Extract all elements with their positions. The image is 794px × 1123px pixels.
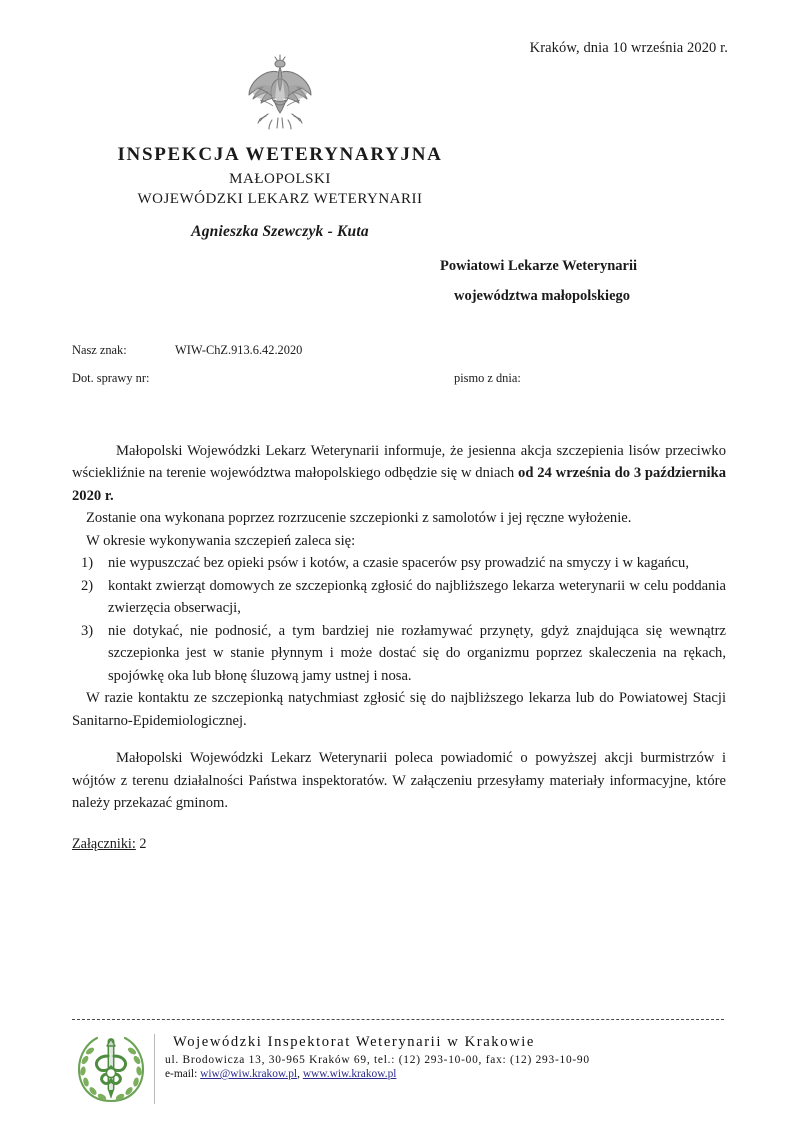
- our-ref-value: WIW-ChZ.913.6.42.2020: [175, 343, 303, 357]
- footer-institution-name: Wojewódzki Inspektorat Weterynarii w Krakowie: [173, 1034, 535, 1050]
- footer-text: [165, 1030, 590, 1080]
- addressee-block: [440, 252, 637, 311]
- polish-eagle-emblem: [244, 52, 316, 138]
- footer-separator: [154, 1034, 155, 1104]
- footer-contact-separator: ,: [297, 1068, 300, 1080]
- letterhead: [0, 143, 560, 242]
- reference-row-case: [72, 371, 728, 399]
- letter-date-label: pismo z dnia:: [454, 371, 521, 385]
- footer-email-link[interactable]: wiw@wiw.krakow.pl: [200, 1068, 298, 1080]
- list-item: nie dotykać, nie podnosić, a tym bardziej nie rozłamywać przynęty, gdyż znajdująca się wewnątrz szczepionka jest w stanie płynnym i może dostać się do organizmu poprzez skaleczenia na rękach, spojówkę oka lub błonę śluzową jamy ustnej i nosa.: [108, 622, 726, 684]
- body-paragraph-1: [72, 440, 726, 507]
- emblem-container: [0, 52, 560, 143]
- attachments-label: Załączniki:: [72, 836, 136, 852]
- footer-website-link[interactable]: www.wiw.krakow.pl: [302, 1068, 397, 1080]
- letterhead-line-3: WOJEWÓDZKI LEKARZ WETERYNARII: [137, 190, 423, 207]
- case-number-label: Dot. sprawy nr:: [72, 371, 150, 385]
- attachments-count: 2: [139, 836, 147, 852]
- letterhead-line-1: INSPEKCJA WETERYNARYJNA: [117, 144, 443, 165]
- footer-contact: [165, 1068, 590, 1080]
- body-paragraph-3: W okresie wykonywania szczepień zaleca się:: [86, 532, 356, 549]
- attachments-line: [72, 836, 146, 853]
- list-item: nie wypuszczać bez opieki psów i kotów, a czasie spacerów psy prowadzić na smyczy i w kagańcu,: [108, 555, 689, 572]
- footer-divider: [72, 1019, 724, 1020]
- body-paragraph-1-text: Małopolski Wojewódzki Lekarz Weterynarii informuje, że jesienna akcja szczepienia lisów przeciwko wściekliźnie na terenie województwa małopolskiego odbędzie się w dniach: [72, 443, 726, 482]
- officer-name: Agnieszka Szewczyk - Kuta: [191, 222, 369, 240]
- veterinary-caduceus-logo: [72, 1030, 150, 1108]
- our-ref-label: Nasz znak:: [72, 343, 127, 357]
- date-line: Kraków, dnia 10 września 2020 r.: [529, 40, 728, 56]
- letterhead-line-2: MAŁOPOLSKI: [229, 171, 331, 188]
- list-item: kontakt zwierząt domowych ze szczepionką zgłosić do najbliższego lekarza weterynarii w celu poddania zwierzęcia obserwacji,: [108, 577, 726, 617]
- addressee-line-2: województwa małopolskiego: [454, 287, 631, 304]
- reference-row-our-ref: [72, 343, 728, 371]
- reference-block: [72, 343, 728, 399]
- body-paragraph-2: Zostanie ona wykonana poprzez rozrzucenie szczepionki z samolotów i jej ręczne wyłożenie.: [86, 510, 632, 527]
- footer-address: ul. Brodowicza 13, 30-965 Kraków 69, tel.: (12) 293-10-00, fax: (12) 293-10-90: [165, 1054, 590, 1066]
- campaign-dates: od 24 września do 3 października 2020 r.: [72, 465, 727, 504]
- body-paragraph-5: Małopolski Wojewódzki Lekarz Weterynarii poleca powiadomić o powyższej akcji burmistrzów i wójtów z terenu działalności Państwa inspektoratów. W załączeniu przesyłamy materiały informacyjne, które należy przekazać gminom.: [72, 750, 726, 812]
- footer-email-label: e-mail:: [165, 1068, 198, 1080]
- addressee-line-1: Powiatowi Lekarze Weterynarii: [440, 258, 638, 274]
- footer: [72, 1030, 732, 1108]
- body-paragraph-4: W razie kontaktu ze szczepionką natychmiast zgłosić się do najbliższego lekarza lub do Powiatowej Stacji Sanitarno-Epidemiologicznej.: [72, 690, 726, 729]
- letter-body: [72, 440, 726, 815]
- recommendations-list: [72, 552, 726, 687]
